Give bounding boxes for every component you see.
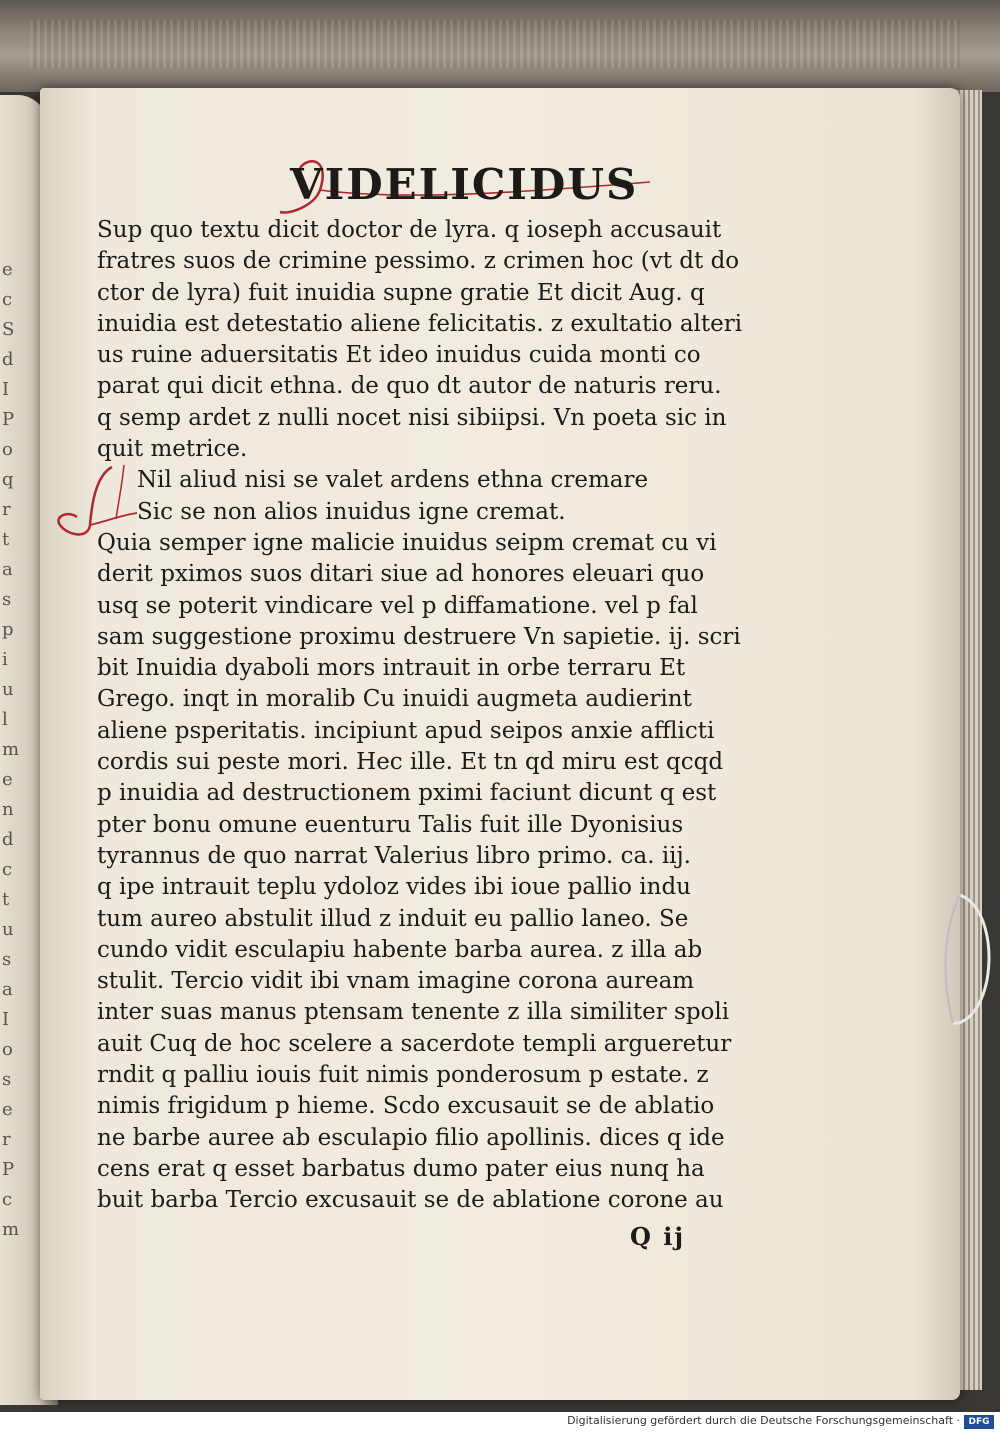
text-line: rndit q palliu iouis fuit nimis ponderosum p estate. z — [97, 1062, 709, 1089]
text-line: sam suggestione proximu destruere Vn sapietie. ij. scri — [97, 623, 741, 650]
text-line: cundo vidit esculapiu habente barba aurea. z illa ab — [97, 936, 703, 963]
text-line: Grego. inqt in moralib Cu inuidi augmeta audierint — [97, 686, 692, 713]
text-line: p inuidia ad destructionem pximi faciunt dicunt q est — [97, 780, 717, 807]
digitization-footer — [0, 1412, 1000, 1432]
text-line: Quia semper igne malicie inuidus seipm cremat cu vi — [97, 529, 717, 556]
verse-line: Nil aliud nisi se valet ardens ethna cremare — [137, 467, 649, 494]
text-line: stulit. Tercio vidit ibi vnam imagine corona auream — [97, 968, 695, 995]
page-heading: VIDELICIDUS — [290, 160, 639, 209]
text-line: us ruine aduersitatis Et ideo inuidus cuida monti co — [97, 342, 701, 369]
text-line: usq se poterit vindicare vel p diffamatione. vel p fal — [97, 592, 698, 619]
text-line: fratres suos de crimine pessimo. z crimen hoc (vt dt do — [97, 248, 740, 275]
text-line: inuidia est detestatio aliene felicitatis. z exultatio alteri — [97, 310, 743, 337]
text-line: parat qui dicit ethna. de quo dt autor de naturis reru. — [97, 373, 722, 400]
text-line: cordis sui peste mori. Hec ille. Et tn qd miru est qcqd — [97, 749, 724, 776]
dfg-logo: DFG — [964, 1415, 994, 1429]
page-clip — [915, 885, 995, 1035]
text-line: inter suas manus ptensam tenente z illa similiter spoli — [97, 999, 730, 1026]
text-line: derit pximos suos ditari siue ad honores eleuari quo — [97, 561, 705, 588]
text-line: auit Cuq de hoc scelere a sacerdote templi argueretur — [97, 1030, 732, 1057]
text-line: bit Inuidia dyaboli mors intrauit in orbe terraru Et — [97, 655, 686, 682]
text-line: buit barba Tercio excusauit se de ablatione corone au — [97, 1187, 724, 1214]
body-text — [97, 215, 787, 1217]
text-line: cens erat q esset barbatus dumo pater eius nunq ha — [97, 1155, 705, 1182]
text-line: nimis frigidum p hieme. Scdo excusauit se de ablatio — [97, 1093, 715, 1120]
text-line: pter bonu omune euenturu Talis fuit ille Dyonisius — [97, 811, 684, 838]
funding-credit: Digitalisierung gefördert durch die Deutsche Forschungsgemeinschaft · — [567, 1414, 960, 1427]
text-line: tum aureo abstulit illud z induit eu pallio laneo. Se — [97, 905, 689, 932]
signature-mark: Q ij — [630, 1222, 686, 1251]
text-line: ctor de lyra) fuit inuidia supne gratie Et dicit Aug. q — [97, 279, 705, 306]
text-line: ne barbe auree ab esculapio filio apollinis. dices q ide — [97, 1124, 725, 1151]
text-line: q semp ardet z nulli nocet nisi sibiipsi. Vn poeta sic in — [97, 404, 727, 431]
verse-line: Sic se non alios inuidus igne cremat. — [137, 498, 566, 525]
text-line: q ipe intrauit teplu ydoloz vides ibi ioue pallio indu — [97, 874, 691, 901]
text-line: Sup quo textu dicit doctor de lyra. q ioseph accusauit — [97, 217, 722, 243]
text-line: tyrannus de quo narrat Valerius libro primo. ca. iij. — [97, 842, 691, 869]
text-line: aliene psperitatis. incipiunt apud seipos anxie afflicti — [97, 717, 715, 744]
book-binding-strip — [0, 0, 1000, 92]
text-line: quit metrice. — [97, 436, 248, 463]
facing-page-text: e c S d I P o q r t a s p i u l m e n d c t u s a I o s e r P c m — [2, 259, 20, 1240]
